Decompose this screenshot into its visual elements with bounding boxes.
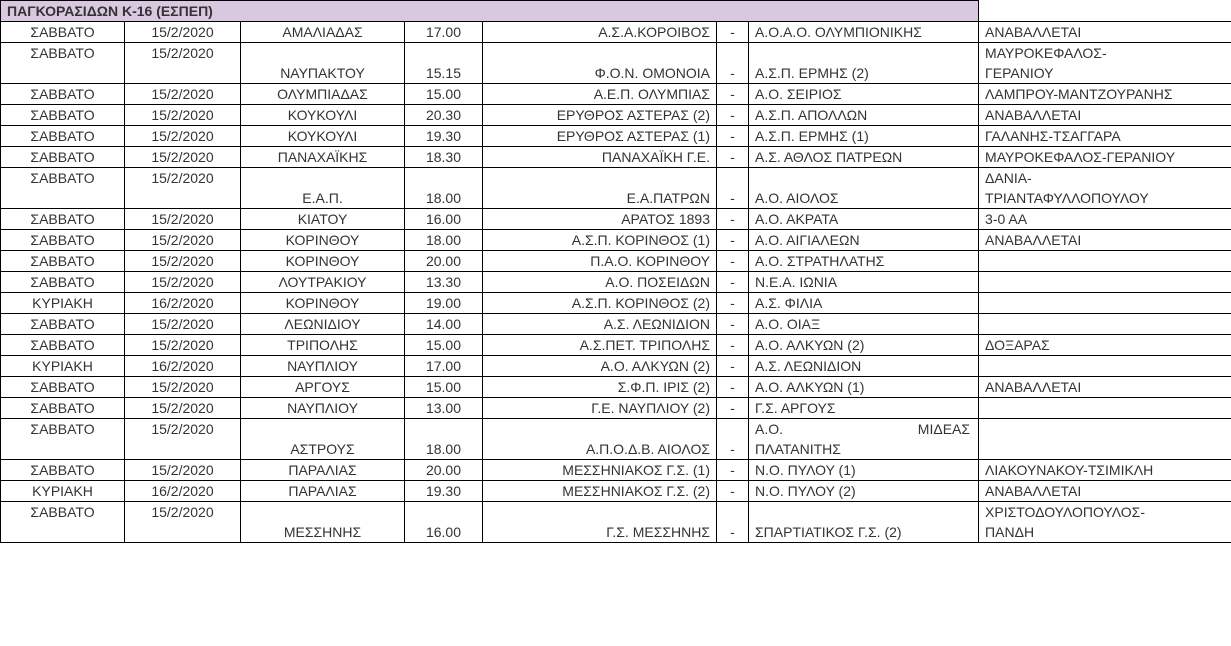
referees-cell <box>979 398 1231 419</box>
separator-cell: - <box>717 209 749 230</box>
day-cell: ΣΑΒΒΑΤΟ <box>1 272 125 293</box>
separator-cell: - <box>717 398 749 419</box>
venue-cell: ΚΟΥΚΟΥΛΙ <box>241 126 405 147</box>
table-row <box>1 230 1231 251</box>
table-row <box>1 105 1231 126</box>
home-team-cell: Σ.Φ.Π. ΙΡΙΣ (2) <box>483 377 717 398</box>
day-cell: ΣΑΒΒΑΤΟ <box>1 168 125 209</box>
date-cell: 15/2/2020 <box>125 230 241 251</box>
separator-cell: - <box>717 419 749 460</box>
date-cell: 15/2/2020 <box>125 335 241 356</box>
home-team-cell: Α.Σ.ΠΕΤ. ΤΡΙΠΟΛΗΣ <box>483 335 717 356</box>
table-row <box>1 251 1231 272</box>
referees-cell <box>979 43 1231 84</box>
table-row <box>1 147 1231 168</box>
away-team-cell: Α.Ο. ΟΙΑΞ <box>749 314 979 335</box>
home-team-cell: Α.Ο. ΑΛΚΥΩΝ (2) <box>483 356 717 377</box>
date-cell: 15/2/2020 <box>125 314 241 335</box>
venue-cell: ΛΟΥΤΡΑΚΙΟΥ <box>241 272 405 293</box>
referees-cell <box>979 168 1231 209</box>
day-cell: ΣΑΒΒΑΤΟ <box>1 419 125 460</box>
empty-cell <box>979 1 1231 22</box>
time-cell: 20.00 <box>405 460 483 481</box>
away-team-cell <box>749 419 979 460</box>
date-cell: 15/2/2020 <box>125 502 241 543</box>
home-team-cell: Α.Π.Ο.Δ.Β. ΑΙΟΛΟΣ <box>483 419 717 460</box>
separator-cell: - <box>717 272 749 293</box>
away-team-cell: Α.Ο. ΣΕΙΡΙΟΣ <box>749 84 979 105</box>
venue-cell: ΚΟΥΚΟΥΛΙ <box>241 105 405 126</box>
referees-cell <box>979 314 1231 335</box>
venue-cell: ΑΡΓΟΥΣ <box>241 377 405 398</box>
day-cell: ΣΑΒΒΑΤΟ <box>1 230 125 251</box>
referees-cell: ΔΟΞΑΡΑΣ <box>979 335 1231 356</box>
home-team-cell: Α.Σ.Π. ΚΟΡΙΝΘΟΣ (2) <box>483 293 717 314</box>
separator-cell: - <box>717 84 749 105</box>
date-cell: 15/2/2020 <box>125 147 241 168</box>
venue-cell: ΠΑΝΑΧΑΪΚΗΣ <box>241 147 405 168</box>
referees-cell: ΑΝΑΒΑΛΛΕΤΑΙ <box>979 22 1231 43</box>
date-cell: 16/2/2020 <box>125 293 241 314</box>
referees-cell <box>979 293 1231 314</box>
venue-cell: ΑΣΤΡΟΥΣ <box>241 419 405 460</box>
home-team-cell: Α.Σ.Α.ΚΟΡΟΙΒΟΣ <box>483 22 717 43</box>
away-team-cell: Α.Ο. ΑΚΡΑΤΑ <box>749 209 979 230</box>
away-team-cell: Α.Σ. ΦΙΛΙΑ <box>749 293 979 314</box>
referees-line1: ΜΑΥΡΟΚΕΦΑΛΟΣ- <box>985 45 1107 61</box>
home-team-cell: Α.Ε.Π. ΟΛΥΜΠΙΑΣ <box>483 84 717 105</box>
home-team-cell: Α.Ο. ΠΟΣΕΙΔΩΝ <box>483 272 717 293</box>
venue-cell: ΛΕΩΝΙΔΙΟΥ <box>241 314 405 335</box>
referees-cell <box>979 502 1231 543</box>
home-team-cell: Α.Σ.Π. ΚΟΡΙΝΘΟΣ (1) <box>483 230 717 251</box>
table-row <box>1 502 1231 543</box>
home-team-cell: Φ.Ο.Ν. ΟΜΟΝΟΙΑ <box>483 43 717 84</box>
date-cell: 15/2/2020 <box>125 22 241 43</box>
away-team-cell: Α.Ο. ΑΛΚΥΩΝ (1) <box>749 377 979 398</box>
time-cell: 14.00 <box>405 314 483 335</box>
date-cell: 15/2/2020 <box>125 377 241 398</box>
referees-cell: ΛΙΑΚΟΥΝΑΚΟΥ-ΤΣΙΜΙΚΛΗ <box>979 460 1231 481</box>
date-cell: 15/2/2020 <box>125 209 241 230</box>
home-team-cell: ΑΡΑΤΟΣ 1893 <box>483 209 717 230</box>
referees-cell: ΑΝΑΒΑΛΛΕΤΑΙ <box>979 377 1231 398</box>
time-cell: 17.00 <box>405 22 483 43</box>
referees-cell <box>979 251 1231 272</box>
referees-cell: ΜΑΥΡΟΚΕΦΑΛΟΣ-ΓΕΡΑΝΙΟΥ <box>979 147 1231 168</box>
date-cell: 15/2/2020 <box>125 272 241 293</box>
venue-cell: ΝΑΥΠΛΙΟΥ <box>241 398 405 419</box>
separator-cell: - <box>717 126 749 147</box>
table-title: ΠΑΓΚΟΡΑΣΙΔΩΝ Κ-16 (ΕΣΠΕΠ) <box>1 1 979 22</box>
separator-cell: - <box>717 230 749 251</box>
venue-cell: ΚΟΡΙΝΘΟΥ <box>241 251 405 272</box>
table-row <box>1 22 1231 43</box>
day-cell: ΣΑΒΒΑΤΟ <box>1 251 125 272</box>
table-title-row <box>1 1 1231 22</box>
home-team-cell: Γ.Σ. ΜΕΣΣΗΝΗΣ <box>483 502 717 543</box>
time-cell: 16.00 <box>405 502 483 543</box>
separator-cell: - <box>717 314 749 335</box>
away-team-cell: Α.Ο. ΑΙΟΛΟΣ <box>749 168 979 209</box>
referees-cell: ΑΝΑΒΑΛΛΕΤΑΙ <box>979 105 1231 126</box>
away-team-cell: Α.Ο. ΑΛΚΥΩΝ (2) <box>749 335 979 356</box>
time-cell: 17.00 <box>405 356 483 377</box>
away-team-cell: Α.Σ.Π. ΑΠΟΛΛΩΝ <box>749 105 979 126</box>
venue-cell: Ε.Α.Π. <box>241 168 405 209</box>
date-cell: 15/2/2020 <box>125 460 241 481</box>
table-row <box>1 314 1231 335</box>
table-row <box>1 419 1231 460</box>
date-cell: 15/2/2020 <box>125 251 241 272</box>
separator-cell: - <box>717 356 749 377</box>
date-cell: 15/2/2020 <box>125 84 241 105</box>
date-cell: 15/2/2020 <box>125 419 241 460</box>
venue-cell: ΠΑΡΑΛΙΑΣ <box>241 481 405 502</box>
time-cell: 20.00 <box>405 251 483 272</box>
separator-cell: - <box>717 481 749 502</box>
away-team-line1a: Α.Ο. <box>755 421 784 437</box>
separator-cell: - <box>717 22 749 43</box>
home-team-cell: Ε.Α.ΠΑΤΡΩΝ <box>483 168 717 209</box>
table-row <box>1 398 1231 419</box>
table-row <box>1 272 1231 293</box>
venue-cell: ΠΑΡΑΛΙΑΣ <box>241 460 405 481</box>
date-cell: 16/2/2020 <box>125 356 241 377</box>
home-team-cell: ΕΡΥΘΡΟΣ ΑΣΤΕΡΑΣ (2) <box>483 105 717 126</box>
referees-cell: 3-0 ΑΑ <box>979 209 1231 230</box>
referees-line2: ΓΕΡΑΝΙΟΥ <box>985 65 1054 81</box>
table-row <box>1 126 1231 147</box>
referees-cell: ΓΑΛΑΝΗΣ-ΤΣΑΓΓΑΡΑ <box>979 126 1231 147</box>
separator-cell: - <box>717 105 749 126</box>
referees-cell <box>979 356 1231 377</box>
home-team-cell: ΕΡΥΘΡΟΣ ΑΣΤΕΡΑΣ (1) <box>483 126 717 147</box>
separator-cell: - <box>717 43 749 84</box>
home-team-cell: ΠΑΝΑΧΑΪΚΗ Γ.Ε. <box>483 147 717 168</box>
separator-cell: - <box>717 335 749 356</box>
venue-cell: ΚΙΑΤΟΥ <box>241 209 405 230</box>
time-cell: 20.30 <box>405 105 483 126</box>
day-cell: ΚΥΡΙΑΚΗ <box>1 481 125 502</box>
separator-cell: - <box>717 251 749 272</box>
venue-cell: ΝΑΥΠΑΚΤΟΥ <box>241 43 405 84</box>
time-cell: 18.00 <box>405 230 483 251</box>
away-team-cell: Α.Ο. ΣΤΡΑΤΗΛΑΤΗΣ <box>749 251 979 272</box>
time-cell: 19.30 <box>405 481 483 502</box>
referees-cell: ΛΑΜΠΡΟΥ-ΜΑΝΤΖΟΥΡΑΝΗΣ <box>979 84 1231 105</box>
date-cell: 15/2/2020 <box>125 105 241 126</box>
time-cell: 15.00 <box>405 377 483 398</box>
away-team-cell: Α.Σ.Π. ΕΡΜΗΣ (1) <box>749 126 979 147</box>
away-team-cell: Ν.Ο. ΠΥΛΟΥ (1) <box>749 460 979 481</box>
venue-cell: ΝΑΥΠΛΙΟΥ <box>241 356 405 377</box>
time-cell: 15.00 <box>405 335 483 356</box>
day-cell: ΣΑΒΒΑΤΟ <box>1 460 125 481</box>
day-cell: ΣΑΒΒΑΤΟ <box>1 126 125 147</box>
away-team-cell: Α.Σ. ΛΕΩΝΙΔΙΟΝ <box>749 356 979 377</box>
referees-line2: ΠΑΝΔΗ <box>985 524 1035 540</box>
time-cell: 13.30 <box>405 272 483 293</box>
table-row <box>1 460 1231 481</box>
date-cell: 15/2/2020 <box>125 398 241 419</box>
separator-cell: - <box>717 293 749 314</box>
day-cell: ΚΥΡΙΑΚΗ <box>1 356 125 377</box>
venue-cell: ΑΜΑΛΙΑΔΑΣ <box>241 22 405 43</box>
referees-cell <box>979 272 1231 293</box>
away-team-line2: ΠΛΑΤΑΝΙΤΗΣ <box>755 441 841 457</box>
day-cell: ΣΑΒΒΑΤΟ <box>1 314 125 335</box>
away-team-cell: ΣΠΑΡΤΙΑΤΙΚΟΣ Γ.Σ. (2) <box>749 502 979 543</box>
table-row <box>1 481 1231 502</box>
table-row <box>1 43 1231 84</box>
referees-cell <box>979 419 1231 460</box>
time-cell: 18.30 <box>405 147 483 168</box>
table-row <box>1 209 1231 230</box>
time-cell: 18.00 <box>405 419 483 460</box>
table-row <box>1 293 1231 314</box>
home-team-cell: ΜΕΣΣΗΝΙΑΚΟΣ Γ.Σ. (1) <box>483 460 717 481</box>
venue-cell: ΚΟΡΙΝΘΟΥ <box>241 230 405 251</box>
referees-line1: ΔΑΝΙΑ- <box>985 170 1032 186</box>
table-row <box>1 335 1231 356</box>
away-team-cell: Α.Ο.Α.Ο. ΟΛΥΜΠΙΟΝΙΚΗΣ <box>749 22 979 43</box>
separator-cell: - <box>717 460 749 481</box>
date-cell: 16/2/2020 <box>125 481 241 502</box>
home-team-cell: Γ.Ε. ΝΑΥΠΛΙΟΥ (2) <box>483 398 717 419</box>
day-cell: ΣΑΒΒΑΤΟ <box>1 377 125 398</box>
venue-cell: ΤΡΙΠΟΛΗΣ <box>241 335 405 356</box>
time-cell: 13.00 <box>405 398 483 419</box>
table-row <box>1 168 1231 209</box>
home-team-cell: Π.Α.Ο. ΚΟΡΙΝΘΟΥ <box>483 251 717 272</box>
time-cell: 18.00 <box>405 168 483 209</box>
separator-cell: - <box>717 168 749 209</box>
away-team-cell: Α.Σ. ΑΘΛΟΣ ΠΑΤΡΕΩΝ <box>749 147 979 168</box>
away-team-line1b: ΜΙΔΕΑΣ <box>917 421 971 437</box>
separator-cell: - <box>717 147 749 168</box>
day-cell: ΣΑΒΒΑΤΟ <box>1 502 125 543</box>
referees-cell: ΑΝΑΒΑΛΛΕΤΑΙ <box>979 230 1231 251</box>
day-cell: ΣΑΒΒΑΤΟ <box>1 84 125 105</box>
day-cell: ΣΑΒΒΑΤΟ <box>1 43 125 84</box>
time-cell: 19.00 <box>405 293 483 314</box>
separator-cell: - <box>717 377 749 398</box>
date-cell: 15/2/2020 <box>125 126 241 147</box>
home-team-cell: Α.Σ. ΛΕΩΝΙΔΙΟΝ <box>483 314 717 335</box>
time-cell: 15.15 <box>405 43 483 84</box>
day-cell: ΣΑΒΒΑΤΟ <box>1 105 125 126</box>
referees-line2: ΤΡΙΑΝΤΑΦΥΛΛΟΠΟΥΛΟΥ <box>985 190 1149 206</box>
separator-cell: - <box>717 502 749 543</box>
day-cell: ΣΑΒΒΑΤΟ <box>1 22 125 43</box>
away-team-cell: Α.Ο. ΑΙΓΙΑΛΕΩΝ <box>749 230 979 251</box>
referees-cell: ΑΝΑΒΑΛΛΕΤΑΙ <box>979 481 1231 502</box>
table-row <box>1 377 1231 398</box>
time-cell: 19.30 <box>405 126 483 147</box>
day-cell: ΣΑΒΒΑΤΟ <box>1 335 125 356</box>
time-cell: 16.00 <box>405 209 483 230</box>
date-cell: 15/2/2020 <box>125 43 241 84</box>
venue-cell: ΟΛΥΜΠΙΑΔΑΣ <box>241 84 405 105</box>
home-team-cell: ΜΕΣΣΗΝΙΑΚΟΣ Γ.Σ. (2) <box>483 481 717 502</box>
day-cell: ΚΥΡΙΑΚΗ <box>1 293 125 314</box>
date-cell: 15/2/2020 <box>125 168 241 209</box>
day-cell: ΣΑΒΒΑΤΟ <box>1 398 125 419</box>
away-team-cell: Α.Σ.Π. ΕΡΜΗΣ (2) <box>749 43 979 84</box>
referees-line1: ΧΡΙΣΤΟΔΟΥΛΟΠΟΥΛΟΣ- <box>985 504 1145 520</box>
time-cell: 15.00 <box>405 84 483 105</box>
away-team-cell: Ν.Ο. ΠΥΛΟΥ (2) <box>749 481 979 502</box>
away-team-cell: Ν.Ε.Α. ΙΩΝΙΑ <box>749 272 979 293</box>
day-cell: ΣΑΒΒΑΤΟ <box>1 209 125 230</box>
venue-cell: ΜΕΣΣΗΝΗΣ <box>241 502 405 543</box>
day-cell: ΣΑΒΒΑΤΟ <box>1 147 125 168</box>
venue-cell: ΚΟΡΙΝΘΟΥ <box>241 293 405 314</box>
away-team-cell: Γ.Σ. ΑΡΓΟΥΣ <box>749 398 979 419</box>
table-row <box>1 84 1231 105</box>
table-row <box>1 356 1231 377</box>
